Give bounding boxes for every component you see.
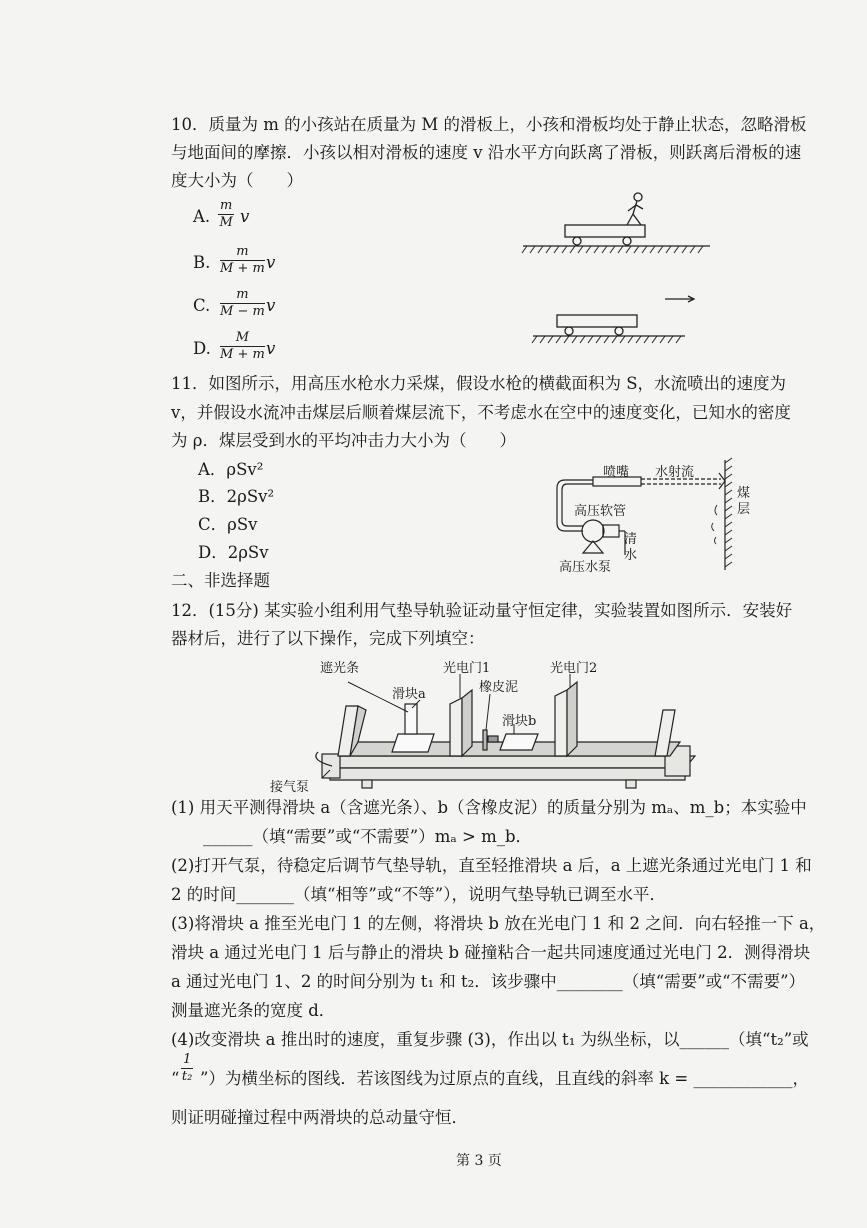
q12-step3-line2: 滑块 a 通过光电门 1 后与静止的滑块 b 碰撞粘合一起共同速度通过光电门 2．测得滑块 bbox=[171, 943, 811, 962]
q11-option-a: A．ρSv² bbox=[198, 460, 264, 479]
q11-label-pump: 高压水泵 bbox=[559, 560, 612, 575]
q12-step1-line1: (1) 用天平测得滑块 a（含遮光条）、b（含橡皮泥）的质量分别为 mₐ、m_b；本实验中 bbox=[171, 798, 807, 817]
q12-step1-line2: ______（填“需要”或“不需要”）mₐ > m_b． bbox=[203, 827, 533, 846]
q10-option-b-tail: v bbox=[266, 253, 276, 272]
q12-step2-line1: (2)打开气泵，待稳定后调节气垫导轨，直至轻推滑块 a 后，a 上遮光条通过光电门 1 和 bbox=[171, 856, 812, 875]
q12-step3-line1: (3)将滑块 a 推至光电门 1 的左侧，将滑块 b 放在光电门 1 和 2 之间．向右轻推一下 a， bbox=[171, 914, 826, 933]
q12-step3-line3: a 通过光电门 1、2 的时间分别为 t₁ 和 t₂．该步骤中________（填“需要”或“不需要”） bbox=[171, 972, 806, 991]
q11-line3: 为 ρ．煤层受到水的平均冲击力大小为（ ） bbox=[171, 431, 516, 450]
q10-line1: 10．质量为 m 的小孩站在质量为 M 的滑板上，小孩和滑板均处于静止状态，忽略滑板 bbox=[171, 115, 807, 134]
q12-step4-quote-open: “ bbox=[171, 1069, 180, 1088]
q12-label-gate1: 光电门1 bbox=[443, 661, 491, 676]
q10-option-d-tail: v bbox=[266, 339, 276, 358]
q12-line1: 12．(15分) 某实验小组利用气垫导轨验证动量守恒定律，实验装置如图所示．安装好 bbox=[171, 601, 793, 620]
q10-option-a-fraction: $\frac{m}{M}$ bbox=[219, 198, 233, 230]
q12-step4-line2: ”）为横坐标的图线．若该图线为过原点的直线，且直线的斜率 k = ____________， bbox=[200, 1069, 809, 1088]
q11-line2: v，并假设水流冲击煤层后顺着煤层流下，不考虑水在空中的速度变化，已知水的密度 bbox=[171, 403, 791, 422]
q12-step3-line4: 测量遮光条的宽度 d． bbox=[171, 1001, 336, 1020]
q10-skateboard-figure bbox=[515, 185, 715, 350]
q11-option-d: D．2ρSv bbox=[198, 543, 269, 562]
q10-option-b-label: B. bbox=[193, 253, 211, 272]
q12-step4-line3: 则证明碰撞过程中两滑块的总动量守恒． bbox=[171, 1108, 468, 1127]
q11-option-c: C．ρSv bbox=[198, 515, 258, 534]
q11-label-nozzle: 喷嘴 bbox=[603, 465, 630, 480]
q11-label-jet: 水射流 bbox=[655, 465, 695, 480]
q12-line2: 器材后，进行了以下操作，完成下列填空： bbox=[171, 629, 485, 648]
q12-step2-line2: 2 的时间_______（填“相等”或“不等”），说明气垫导轨已调至水平． bbox=[171, 885, 666, 904]
q11-label-coal: 煤层 bbox=[737, 486, 751, 517]
q10-option-c-fraction: $\frac{m}{M - m}$ bbox=[220, 287, 265, 319]
q10-line2: 与地面间的摩擦．小孩以相对滑板的速度 v 沿水平方向跃离了滑板，则跃离后滑板的速 bbox=[171, 143, 802, 162]
q10-option-c-tail: v bbox=[266, 296, 276, 315]
q11-line1: 11．如图所示，用高压水枪水力采煤，假设水枪的横截面积为 S，水流喷出的速度为 bbox=[171, 374, 787, 393]
section-title: 二、非选择题 bbox=[171, 571, 270, 590]
page-number: 第 3 页 bbox=[456, 1153, 502, 1169]
q12-label-putty: 橡皮泥 bbox=[479, 680, 519, 695]
q12-label-pump: 接气泵 bbox=[270, 780, 310, 795]
q12-label-slider-b: 滑块b bbox=[502, 714, 537, 729]
q10-option-c-label: C. bbox=[193, 296, 211, 315]
q11-option-b: B．2ρSv² bbox=[198, 487, 275, 506]
q10-option-a-tail: v bbox=[240, 207, 250, 226]
q10-option-d-fraction: $\frac{M}{M + m}$ bbox=[220, 330, 265, 362]
q12-label-slider-a: 滑块a bbox=[392, 687, 426, 702]
q11-label-hose: 高压软管 bbox=[574, 504, 627, 519]
q12-label-gate2: 光电门2 bbox=[550, 661, 598, 676]
q11-label-water: 清水 bbox=[624, 532, 638, 563]
q12-step4-fraction: $\frac{1}{\text{t₂}}$ bbox=[181, 1052, 193, 1084]
q10-line3: 度大小为（ ） bbox=[171, 171, 303, 190]
q10-option-d-label: D. bbox=[193, 339, 211, 358]
q12-label-shade: 遮光条 bbox=[320, 661, 360, 676]
q10-option-a-label: A. bbox=[193, 207, 211, 226]
q12-step4-line1: (4)改变滑块 a 推出时的速度，重复步骤 (3)，作出以 t₁ 为纵坐标，以______（填“t₂”或 bbox=[171, 1030, 809, 1049]
q10-option-b-fraction: $\frac{m}{M + m}$ bbox=[220, 244, 265, 276]
